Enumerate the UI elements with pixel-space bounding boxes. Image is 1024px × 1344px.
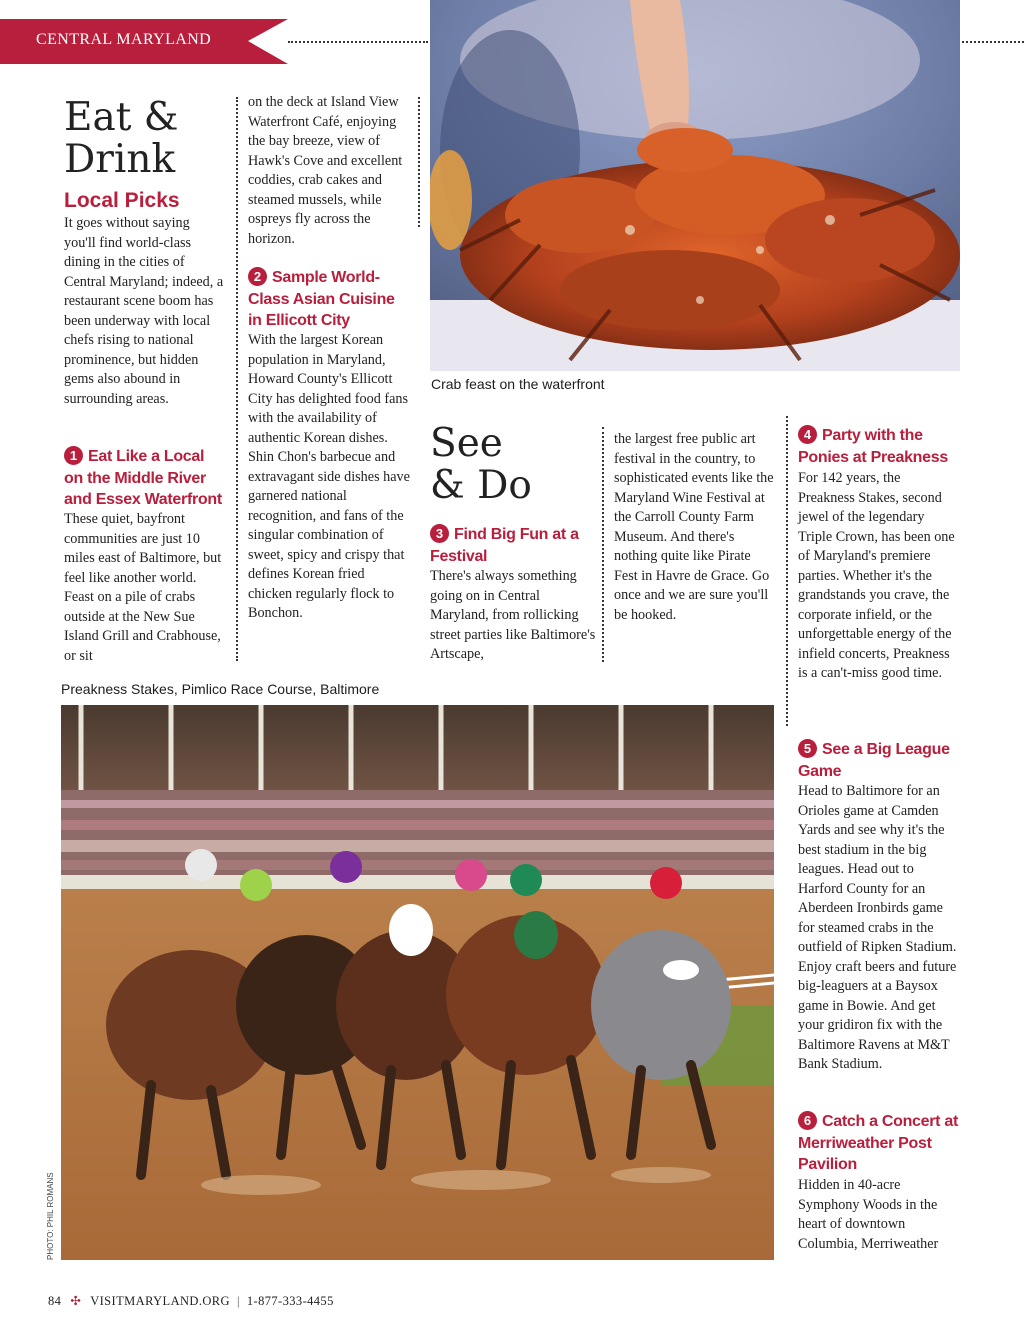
title-line: Drink (64, 137, 176, 182)
local-picks-heading: Local Picks (64, 189, 180, 212)
item-6-heading (798, 1111, 958, 1176)
item-4-text: For 142 years, the Preakness Stakes, second jewel of the legendary Triple Crown, has been one of Maryland's premiere parties. Whether it's the grandstands you crave, the corporate infield, or the unforgettable energy of the infield concerts, Preakness is a can't-miss good time. (798, 470, 955, 681)
number-badge: 3 (430, 524, 449, 543)
item-3-text-continued: the largest free public art festival in the country, to sophisticated events like the Maryland Wine Festival at the Carroll County Farm Museum. And there's nothing quite like Pirate Fest in Havre de Grace. Go once and we are sure you'll be hooked. (614, 431, 774, 623)
page-number: 84 (48, 1294, 62, 1308)
item-6-text: Hidden in 40-acre Symphony Woods in the heart of downtown Columbia, Merriweather (798, 1177, 939, 1252)
item-heading-text: Eat Like a Local on the Middle River and Essex Waterfront (64, 448, 222, 508)
section-label: CENTRAL MARYLAND (36, 31, 212, 48)
item-1-text: These quiet, bayfront communities are just 10 miles east of Baltimore, but feel like another world. Feast on a pile of crabs outside at the New Sue Island Grill and Crabhouse, or sit (64, 511, 222, 664)
number-badge: 2 (248, 267, 267, 286)
see-do-title (430, 423, 532, 507)
page-footer (48, 1293, 334, 1309)
column-divider (786, 416, 788, 726)
section-banner (0, 19, 288, 64)
eat-intro-text: It goes without saying you'll find world-class dining in the cities of Central Maryland; indeed, a restaurant scene boom has been underway with local chefs rising to national prominence, but hidden gems also abound in surrounding areas. (64, 215, 224, 407)
footer-phone[interactable]: 1-877-333-4455 (246, 1294, 334, 1308)
footer-website-link[interactable]: VISITMARYLAND.ORG (90, 1294, 230, 1308)
title-line: See (430, 421, 503, 466)
header-divider (962, 41, 1024, 43)
photo-credit: PHOTO: PHIL ROMANS (46, 1172, 55, 1260)
title-line: Eat & (64, 95, 179, 140)
item-3-text: There's always something going on in Central Maryland, from rollicking street parties like Baltimore's Artscape, (430, 568, 596, 662)
item-2-text: With the largest Korean population in Maryland, Howard County's Ellicott City has delighted food fans with the availability of authentic Korean dishes. Shin Chon's barbecue and extravagant side dishes have garnered national recognition, and fans of the singular combination of sweet, spicy and crispy that defines Korean fried chicken regularly flock to Bonchon. (248, 332, 410, 621)
number-badge: 4 (798, 425, 817, 444)
item-1-text-continued: on the deck at Island View Waterfront Café, enjoying the bay breeze, view of Hawk's Cove and excellent coddies, crab cakes and steamed mussels, while ospreys fly across the horizon. (248, 94, 403, 247)
item-5-text: Head to Baltimore for an Orioles game at Camden Yards and see why it's the best stadium in the big leagues. Head out to Harford County for an Aberdeen Ironbirds game for steamed crabs in the outfield of Ripken Stadium. Enjoy craft beers and future big-leaguers at a Baysox game in Bowie. And get your gridiron fix with the Baltimore Ravens at M&T Bank Stadium. (798, 783, 957, 1072)
footer-separator: | (236, 1294, 240, 1308)
item-1-heading (64, 446, 224, 511)
preakness-photo-caption: Preakness Stakes, Pimlico Race Course, Baltimore (61, 681, 380, 697)
item-heading-text: Find Big Fun at a Festival (430, 526, 579, 565)
header-divider (288, 41, 428, 43)
item-heading-text: Catch a Concert at Merriweather Post Pavilion (798, 1113, 958, 1173)
number-badge: 6 (798, 1111, 817, 1130)
flower-icon: ✣ (70, 1294, 82, 1308)
column-divider (236, 97, 238, 661)
title-line: & Do (430, 463, 532, 508)
item-2-heading (248, 267, 410, 332)
eat-drink-title (64, 97, 179, 181)
number-badge: 5 (798, 739, 817, 758)
crab-feast-photo (430, 0, 960, 371)
preakness-race-photo (61, 705, 774, 1260)
item-4-heading (798, 425, 958, 468)
column-divider (602, 427, 604, 662)
item-heading-text: Party with the Ponies at Preakness (798, 427, 948, 466)
item-5-heading (798, 739, 958, 782)
item-heading-text: See a Big League Game (798, 741, 950, 780)
column-divider (418, 97, 420, 227)
crab-photo-caption: Crab feast on the waterfront (431, 376, 605, 392)
item-heading-text: Sample World-Class Asian Cuisine in Ellicott City (248, 269, 395, 329)
item-3-heading (430, 524, 600, 567)
number-badge: 1 (64, 446, 83, 465)
